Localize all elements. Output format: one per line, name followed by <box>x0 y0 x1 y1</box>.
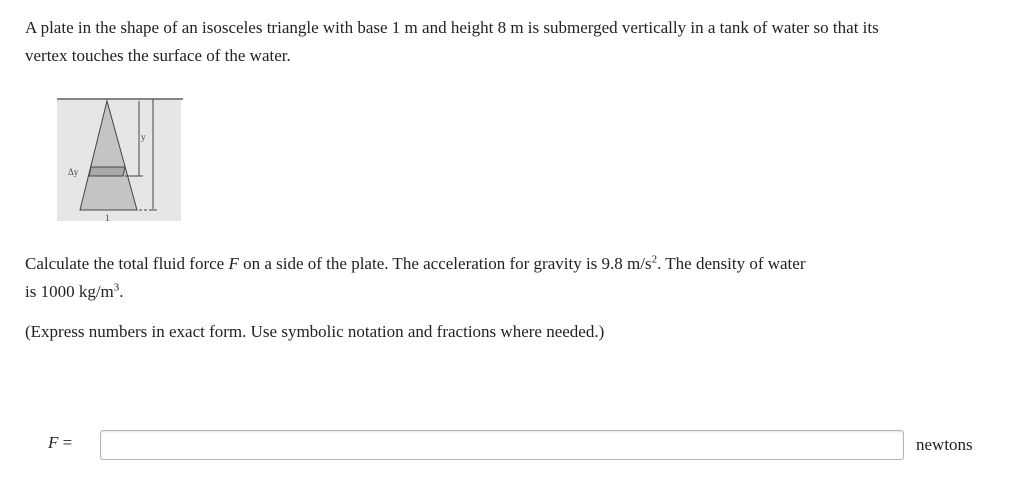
unit-label: newtons <box>916 435 973 454</box>
variable-F: F <box>228 254 239 273</box>
triangle-plate-figure <box>54 96 186 222</box>
problem-line-2: vertex touches the surface of the water. <box>25 46 291 65</box>
answer-input[interactable] <box>100 430 904 460</box>
label-delta-y: Δy <box>68 167 79 177</box>
answer-equals: = <box>58 433 73 452</box>
label-base: 1 <box>105 213 110 222</box>
label-y: y <box>141 132 146 142</box>
delta-y-strip <box>89 167 125 176</box>
question-part-1: Calculate the total fluid force <box>25 254 229 273</box>
question-part-4: is 1000 kg/m <box>25 282 114 301</box>
question-text <box>25 250 985 306</box>
instruction-text: (Express numbers in exact form. Use symbolic notation and fractions where needed.) <box>25 322 605 341</box>
exponent-3: 3 <box>113 281 120 294</box>
exponent-2: 2 <box>651 253 658 266</box>
answer-label <box>48 433 72 453</box>
question-part-5: . <box>119 282 124 301</box>
answer-variable: F <box>48 433 59 452</box>
problem-line-1: A plate in the shape of an isosceles triangle with base 1 m and height 8 m is submerged vertically in a tank of water so that its <box>25 18 879 37</box>
question-part-3: . The density of water <box>657 254 806 273</box>
problem-statement <box>25 14 1000 70</box>
question-part-2: on a side of the plate. The acceleration for gravity is 9.8 m/s <box>238 254 652 273</box>
